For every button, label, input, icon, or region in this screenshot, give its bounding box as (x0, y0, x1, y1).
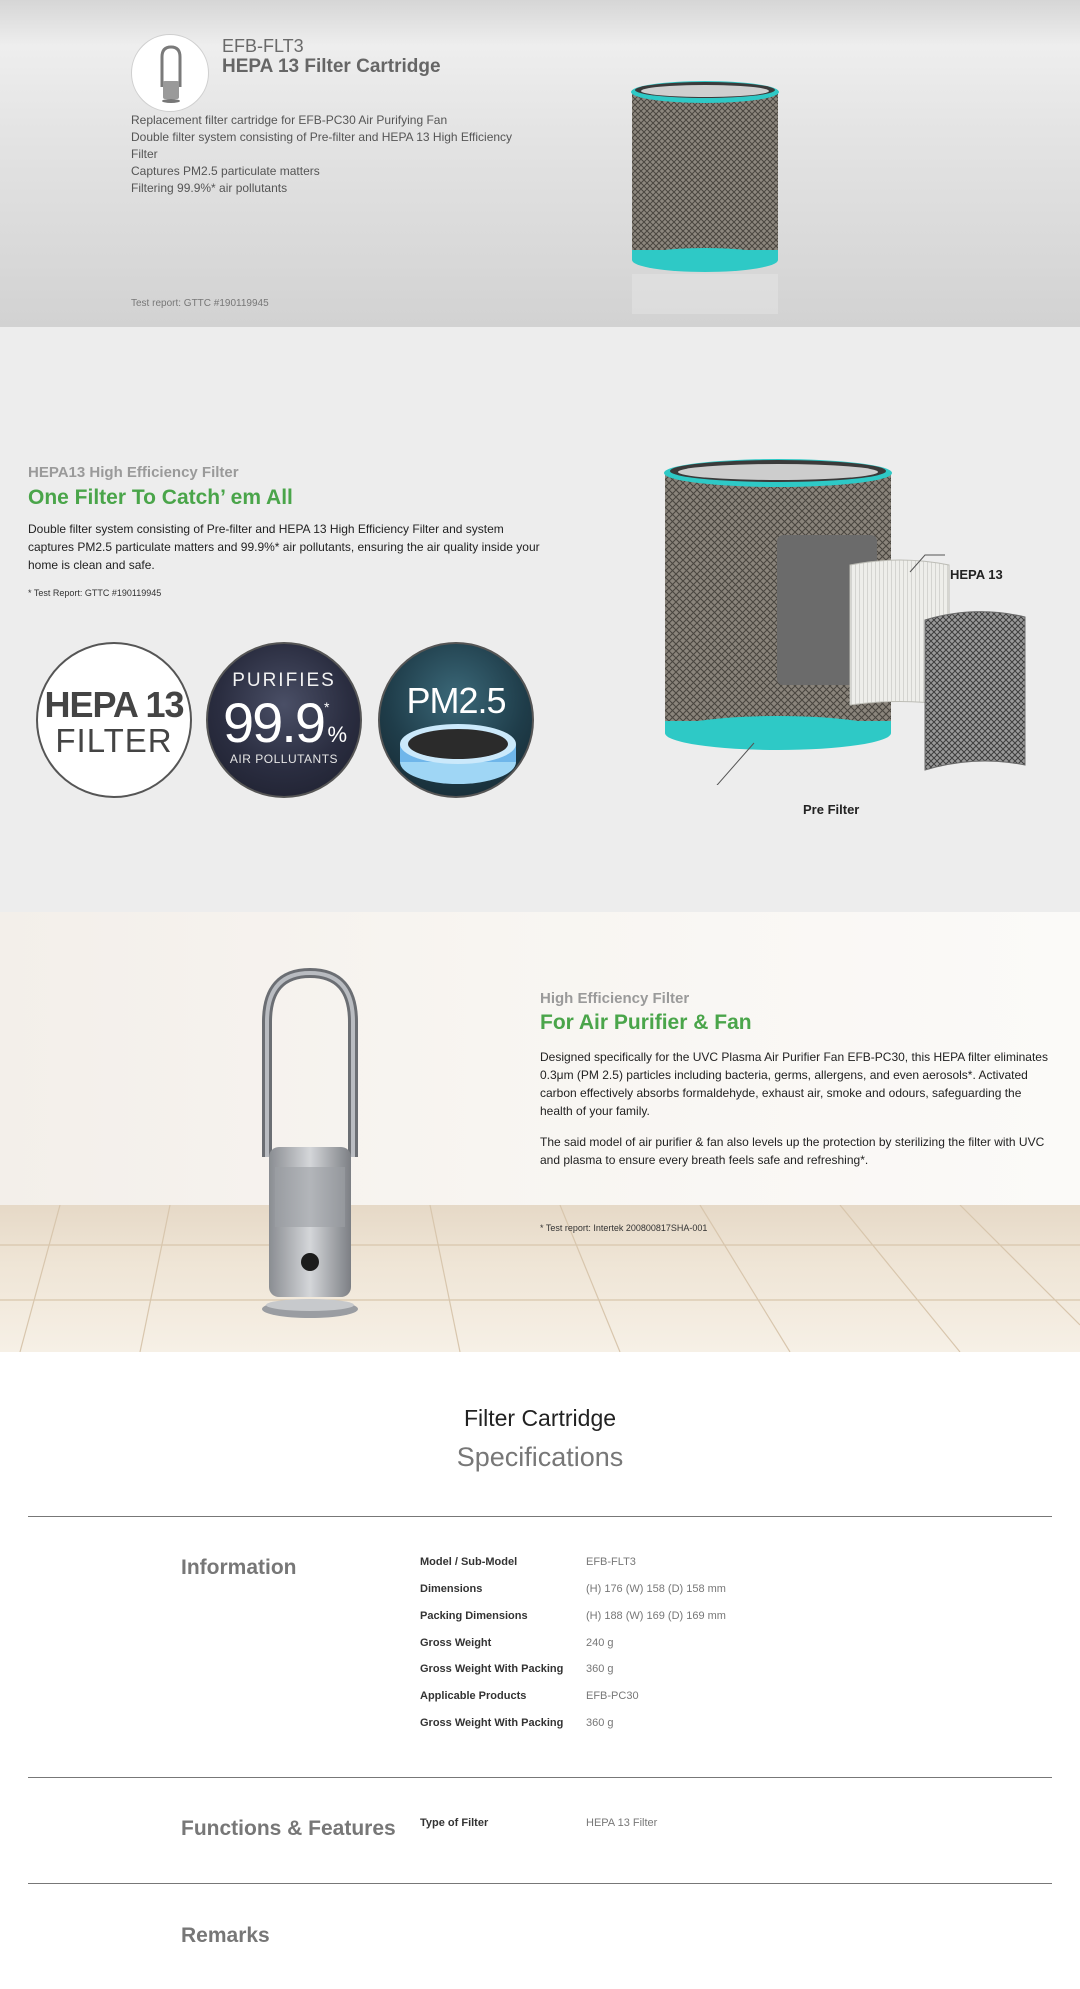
feature-list (131, 112, 531, 197)
product-thumbnail[interactable] (131, 34, 209, 112)
divider (28, 1516, 1052, 1517)
spec-value: HEPA 13 Filter (586, 1817, 658, 1829)
product-title: HEPA 13 Filter Cartridge (222, 56, 441, 77)
spec-key: Model / Sub-Model (420, 1556, 518, 1568)
spec-value: 360 g (586, 1663, 614, 1675)
spec-key: Applicable Products (420, 1690, 527, 1702)
spec-row (420, 1717, 1020, 1735)
hepa13-callout: HEPA 13 (950, 567, 1003, 582)
section-body: Double filter system consisting of Pre-filter and HEPA 13 High Efficiency Filter and system captures PM2.5 particulate matters and 99.9%* air pollutants, ensuring the air quality inside your home is clean and safe. (28, 522, 540, 572)
spec-row (420, 1690, 1020, 1708)
information-title: Information (181, 1556, 297, 1579)
spec-key: Gross Weight With Packing (420, 1663, 564, 1675)
spec-key: Packing Dimensions (420, 1610, 528, 1622)
spec-value: EFB-PC30 (586, 1690, 639, 1702)
section-kicker: HEPA13 High Efficiency Filter (28, 464, 239, 481)
product-model: EFB-FLT3 (222, 36, 304, 56)
pm25-label: PM2.5 (406, 680, 506, 721)
spec-key: Gross Weight (420, 1637, 492, 1649)
fan-section (0, 912, 1080, 1352)
spec-row (420, 1583, 1020, 1601)
section-note: * Test Report: GTTC #190119945 (28, 588, 162, 598)
spec-key: Dimensions (420, 1583, 483, 1595)
spec-key: Type of Filter (420, 1817, 489, 1829)
functions-title: Functions & Features (181, 1817, 396, 1840)
hepa13-badge (36, 642, 192, 798)
feature-item: Replacement filter cartridge for EFB-PC30 Air Purifying Fan (131, 113, 448, 127)
air-pollutants-label: AIR POLLUTANTS (229, 752, 339, 766)
hepa-badge-line2: FILTER (55, 722, 173, 759)
hepa-filter-section (0, 327, 1080, 912)
spec-value: (H) 188 (W) 169 (D) 169 mm (586, 1610, 726, 1622)
spec-key: Gross Weight With Packing (420, 1717, 564, 1729)
hepa-badge-line1: HEPA 13 (44, 684, 184, 725)
remarks-title: Remarks (181, 1924, 270, 1947)
spec-row (420, 1637, 1020, 1655)
divider (28, 1883, 1052, 1884)
feature-item: Captures PM2.5 particulate matters (131, 164, 320, 178)
section-heading: One Filter To Catch’ em All (28, 486, 293, 509)
section-kicker: High Efficiency Filter (540, 990, 690, 1007)
section-paragraph: Designed specifically for the UVC Plasma Air Purifier Fan EFB-PC30, this HEPA filter eliminates 0.3μm (PM 2.5) particles including bacteria, germs, allergens, and even aerosols*. Activated carbon effectively absorbs formaldehyde, exhaust air, smoke and odours, safeguarding the health of your family. (540, 1050, 1048, 1118)
spec-row (420, 1610, 1020, 1628)
purify-percent: % (327, 722, 345, 747)
test-report-note: Test report: GTTC #190119945 (131, 298, 269, 309)
spec-row (420, 1817, 1020, 1835)
purify-asterisk: * (323, 699, 328, 715)
pre-filter-callout: Pre Filter (803, 802, 860, 817)
feature-item: Double filter system consisting of Pre-filter and HEPA 13 High Efficiency Filter (131, 130, 513, 161)
purifies-999-badge (206, 642, 362, 798)
specs-heading-secondary: Specifications (456, 1442, 624, 1472)
spec-value: EFB-FLT3 (586, 1556, 636, 1568)
purifies-label: PURIFIES (232, 670, 336, 691)
spec-value: 360 g (586, 1717, 614, 1729)
section-heading: For Air Purifier & Fan (540, 1011, 752, 1034)
divider (28, 1777, 1052, 1778)
air-purifier-fan-icon (132, 35, 210, 113)
pm25-badge (378, 642, 534, 798)
spec-value: (H) 176 (W) 158 (D) 158 mm (586, 1583, 726, 1595)
hero-section (0, 0, 1080, 327)
exploded-filter-image (655, 455, 1035, 785)
air-purifier-fan-image (255, 967, 365, 1327)
purify-value (208, 690, 360, 755)
spec-row (420, 1663, 1020, 1681)
spec-value: 240 g (586, 1637, 614, 1649)
feature-item: Filtering 99.9%* air pollutants (131, 181, 288, 195)
filter-cartridge-image (620, 78, 790, 318)
spec-row (420, 1556, 1020, 1574)
specs-heading-primary: Filter Cartridge (463, 1405, 617, 1431)
section-note: * Test report: Intertek 200800817SHA-001 (540, 1223, 708, 1233)
section-paragraph: The said model of air purifier & fan also levels up the protection by sterilizing the filter with UVC and plasma to ensure every breath feels safe and refreshing*. (540, 1135, 1045, 1167)
purify-number: 99.9 (222, 691, 324, 754)
